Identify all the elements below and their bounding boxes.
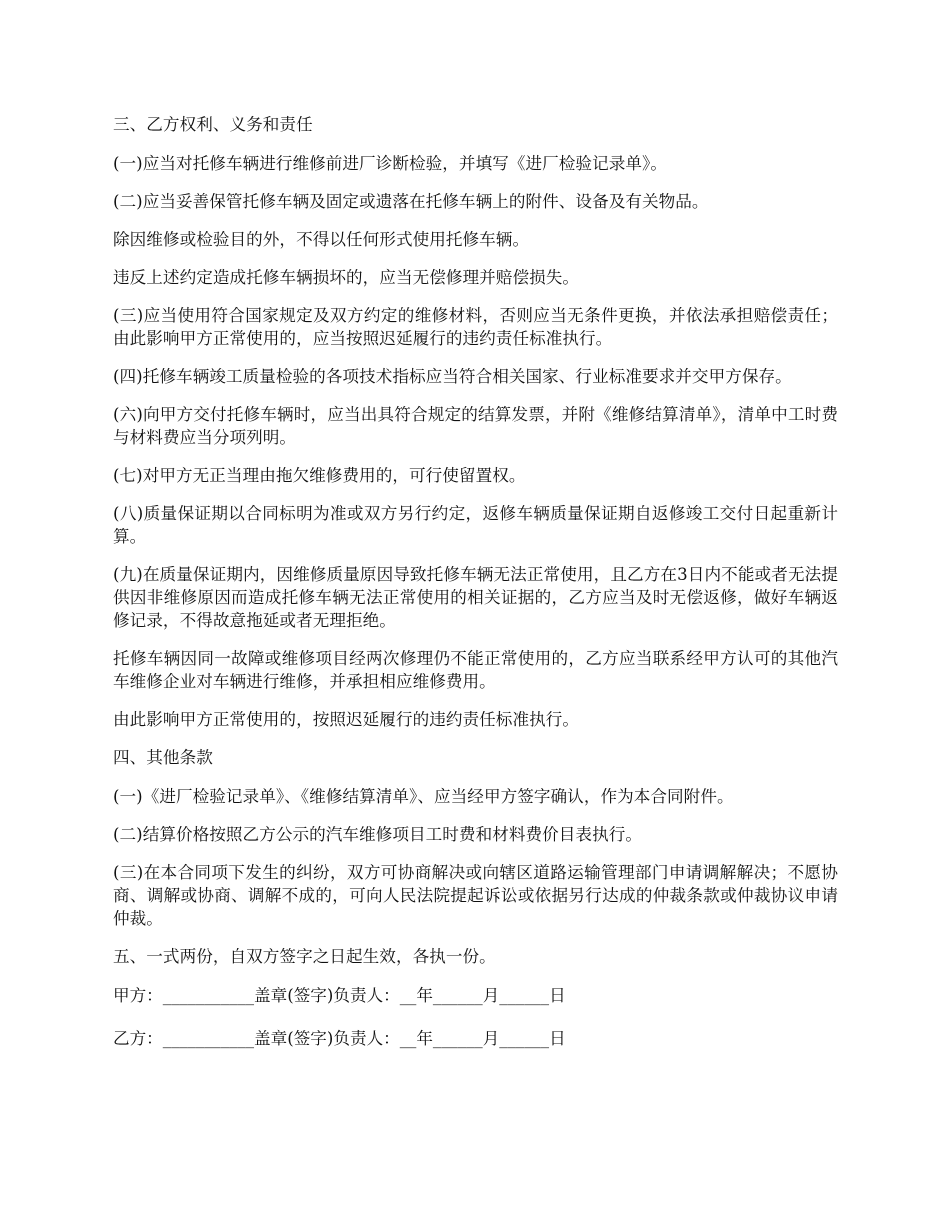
section-heading-other-terms: 四、其他条款: [113, 748, 213, 767]
section-heading-party-b-rights: 三、乙方权利、义务和责任: [113, 115, 313, 134]
clause-b-9-delay-liability: 由此影响甲方正常使用的，按照迟延履行的违约责任标准执行。: [113, 710, 580, 729]
signature-line-party-b: 乙方：___________盖章(签字)负责人：__年______月______日: [113, 1029, 566, 1048]
clause-b-3-materials: (三)应当使用符合国家规定及双方约定的维修材料，否则应当无条件更换，并依法承担赔偿责任；由此影响甲方正常使用的，应当按照迟延履行的违约责任标准执行。: [113, 306, 838, 348]
signature-line-party-a: 甲方：___________盖章(签字)负责人：__年______月______日: [113, 986, 566, 1005]
clause-b-1-inspection: (一)应当对托修车辆进行维修前进厂诊断检验，并填写《进厂检验记录单》。: [113, 154, 667, 173]
document-body: [113, 113, 838, 1070]
clause-b-9-repeat-failure: 托修车辆因同一故障或维修项目经两次修理仍不能正常使用的，乙方应当联系经甲方认可的其他汽车维修企业对车辆进行维修，并承担相应维修费用。: [113, 649, 838, 691]
clause-b-6-invoice: (六)向甲方交付托修车辆时，应当出具符合规定的结算发票，并附《维修结算清单》，清单中工时费与材料费应当分项列明。: [113, 405, 838, 447]
clause-b-8-warranty-period: (八)质量保证期以合同标明为准或双方另行约定，返修车辆质量保证期自返修竣工交付日起重新计算。: [113, 504, 838, 546]
clause-other-2-pricing: (二)结算价格按照乙方公示的汽车维修项目工时费和材料费价目表执行。: [113, 825, 643, 844]
clause-other-1-attachments: (一)《进厂检验记录单》、《维修结算清单》、应当经甲方签字确认，作为本合同附件。: [113, 787, 734, 806]
clause-b-2-safekeeping: (二)应当妥善保管托修车辆及固定或遗落在托修车辆上的附件、设备及有关物品。: [113, 192, 709, 211]
clause-other-3-disputes: (三)在本合同项下发生的纠纷，双方可协商解决或向辖区道路运输管理部门申请调解解决；不愿协商、调解或协商、调解不成的，可向人民法院提起诉讼或依据另行达成的仲裁条款或仲裁协议申请仲裁。: [113, 863, 838, 928]
clause-b-7-lien: (七)对甲方无正当理由拖欠维修费用的，可行使留置权。: [113, 466, 526, 485]
clause-b-9-rework: (九)在质量保证期内，因维修质量原因导致托修车辆无法正常使用，且乙方在3日内不能或者无法提供因非维修原因而造成托修车辆无法正常使用的相关证据的，乙方应当及时无偿返修，做好车辆返修记录，不得故意拖延或者无理拒绝。: [113, 565, 838, 630]
clause-b-2-no-use: 除因维修或检验目的外，不得以任何形式使用托修车辆。: [113, 230, 530, 249]
section-heading-copies: 五、一式两份，自双方签字之日起生效，各执一份。: [113, 947, 496, 966]
clause-b-2-damage: 违反上述约定造成托修车辆损坏的，应当无偿修理并赔偿损失。: [113, 268, 580, 287]
clause-b-4-quality-inspection: (四)托修车辆竣工质量检验的各项技术指标应当符合相关国家、行业标准要求并交甲方保存。: [113, 367, 792, 386]
